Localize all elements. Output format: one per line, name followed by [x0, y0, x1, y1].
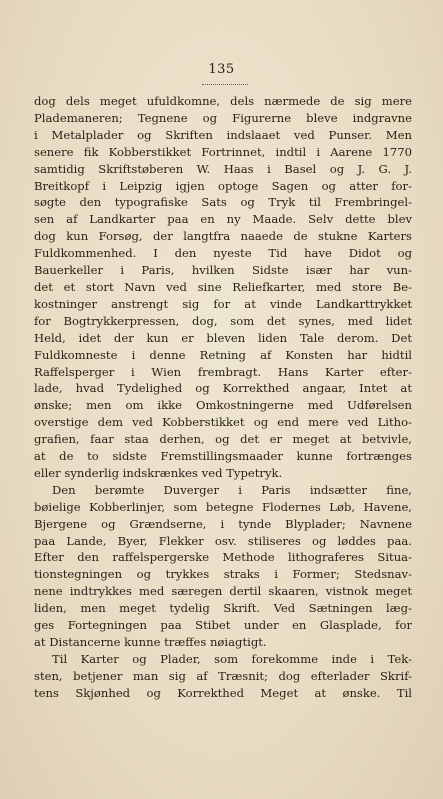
header-rule	[202, 84, 248, 85]
text-line: Plademaneren; Tegnene og Figurerne bleve indgravne	[34, 110, 412, 125]
page-number: 135	[208, 62, 235, 77]
text-line: at Distancerne kunne træffes nøiagtigt.	[34, 635, 267, 649]
text-line: Den berømte Duverger i Paris indsætter fine,	[52, 482, 412, 497]
text-line: paa Lande, Byer, Flekker osv. stiliseres og løddes paa.	[34, 533, 412, 548]
text-line: liden, men meget tydelig Skrift. Ved Sætningen læg-	[34, 601, 412, 616]
text-line: søgte den typografiske Sats og Tryk til Frembringel-	[34, 195, 412, 210]
text-line: det et stort Navn ved sine Reliefkarter, med store Be-	[34, 279, 412, 294]
text-line: dog dels meget ufuldkomne, dels nærmede de sig mere	[34, 94, 412, 108]
text-line: Bjergene og Grændserne, i tynde Blyplader; Navnene	[34, 516, 412, 531]
text-line: overstige dem ved Kobberstikket og end mere ved Litho-	[34, 415, 412, 430]
text-line: grafien, faar staa derhen, og det er meget at betvivle,	[34, 432, 412, 447]
text-line: sen af Landkarter paa en ny Maade. Selv dette blev	[34, 212, 412, 227]
paragraph-3	[34, 651, 412, 702]
text-line: Held, idet der kun er bleven liden Tale derom. Det	[34, 330, 412, 345]
text-line: at de to sidste Fremstillingsmaader kunne fortrænges	[34, 449, 412, 464]
text-line: Efter den raffelspergerske Methode lithograferes Situa-	[34, 550, 412, 565]
text-line: bøielige Kobberlinjer, som betegne Flodernes Løb, Havene,	[34, 499, 412, 514]
text-line: lade, hvad Tydelighed og Korrekthed angaar, Intet at	[34, 381, 412, 396]
text-line: for Bogtrykkerpressen, dog, som det synes, med lidet	[34, 313, 412, 328]
text-line: i Metalplader og Skriften indslaaet ved Punser. Men	[34, 127, 412, 142]
text-line: dog kun Forsøg, der langtfra naaede de stukne Karters	[34, 229, 412, 244]
text-line: ønske; men om ikke Omkostningerne med Udførelsen	[34, 398, 412, 413]
text-line: tionstegningen og trykkes straks i Former; Stedsnav-	[34, 567, 412, 582]
paragraph-1	[34, 93, 412, 482]
text-line: ges Fortegningen paa Stibet under en Glasplade, for	[34, 618, 412, 633]
text-line: samtidig Skriftstøberen W. Haas i Basel og J. G. J.	[34, 161, 412, 176]
paragraph-2	[34, 482, 412, 651]
body-text	[34, 93, 412, 702]
text-line: Til Karter og Plader, som forekomme inde i Tek-	[52, 651, 412, 666]
text-line: Fuldkomneste i denne Retning af Konsten har hidtil	[34, 347, 412, 362]
text-line: senere fik Kobberstikket Fortrinnet, indtil i Aarene 1770	[34, 144, 412, 159]
text-line: kostninger anstrengt sig for at vinde Landkarttrykket	[34, 296, 412, 311]
text-line: tens Skjønhed og Korrekthed Meget at ønske. Til	[34, 685, 412, 700]
text-line: sten, betjener man sig af Træsnit; dog efterlader Skrif-	[34, 668, 412, 683]
text-line: Raffelsperger i Wien frembragt. Hans Karter efter-	[34, 364, 412, 379]
text-line: Bauerkeller i Paris, hvilken Sidste især har vun-	[34, 263, 412, 278]
text-line: Fuldkommenhed. I den nyeste Tid have Didot og	[34, 246, 412, 261]
text-line: Breitkopf i Leipzig igjen optoge Sagen og atter for-	[34, 178, 412, 193]
text-line: nene indtrykkes med særegen dertil skaaren, vistnok meget	[34, 584, 412, 599]
text-line: eller synderlig indskrænkes ved Typetryk.	[34, 465, 283, 480]
